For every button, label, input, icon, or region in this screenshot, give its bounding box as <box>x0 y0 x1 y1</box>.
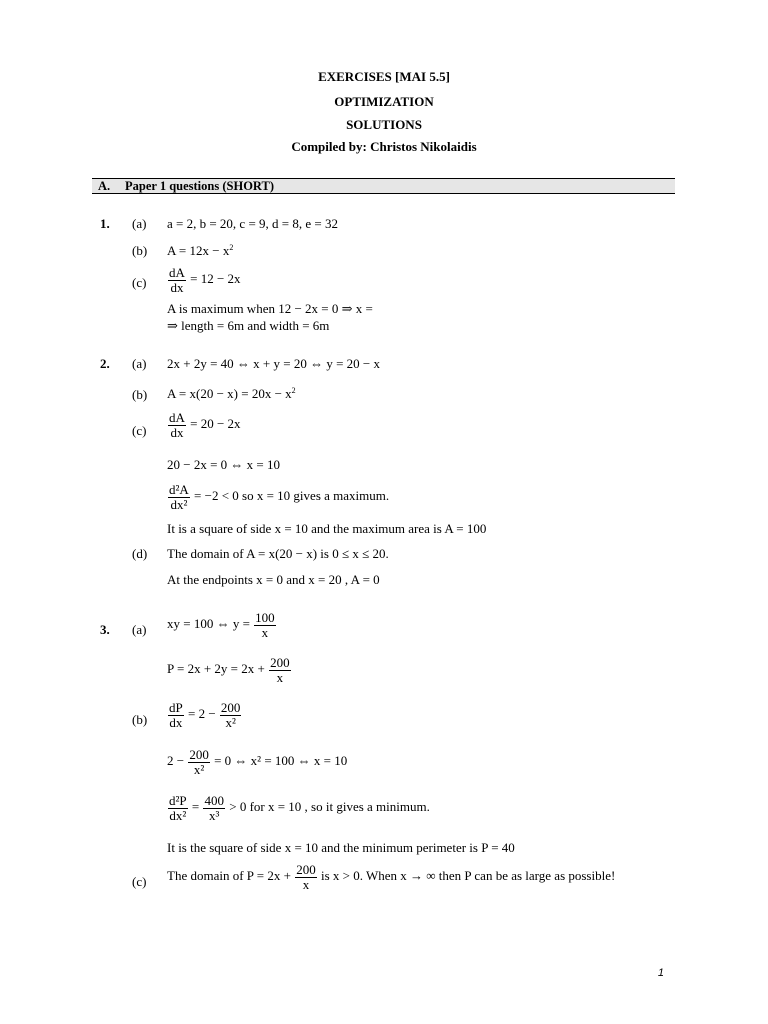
answer-text: The domain of P = 2x + <box>167 868 291 884</box>
answer-text: P = 2x + 2y = 2x + <box>167 661 265 677</box>
fraction-numerator: dA <box>169 265 185 280</box>
fraction-denominator: x <box>276 669 284 685</box>
fraction-numerator: dA <box>169 410 185 425</box>
answer-line <box>167 794 430 822</box>
fraction-denominator: dx <box>170 424 184 440</box>
question-number-3: 3. <box>100 622 110 637</box>
fraction-denominator: dx² <box>170 496 188 512</box>
derivative-fraction <box>168 701 184 729</box>
part-label: (b) <box>132 712 148 727</box>
answer-line <box>167 748 347 776</box>
exponent: 2 <box>229 243 234 252</box>
fraction-denominator: x <box>302 876 310 892</box>
answer-text: 2 − <box>167 753 185 769</box>
section-title: Paper 1 questions (SHORT) <box>125 179 274 193</box>
fraction-numerator: 400 <box>204 793 224 808</box>
answer-text: A = 12x − x <box>167 243 230 258</box>
document-author: Compiled by: Christos Nikolaidis <box>291 139 477 154</box>
fraction-numerator: 200 <box>270 655 290 670</box>
answer-line: 2x + 2y = 40 ⇔ x + y = 20 ⇔ y = 20 − x <box>167 356 380 371</box>
fraction-denominator: x² <box>225 714 236 730</box>
answer-line <box>167 243 233 259</box>
fraction-numerator: 100 <box>255 610 275 625</box>
derivative-fraction <box>168 266 186 294</box>
fraction-numerator: 200 <box>296 862 316 877</box>
part-label: (a) <box>132 216 147 231</box>
answer-text: xy = 100 ⇔ y = <box>167 616 250 632</box>
fraction-denominator: dx <box>170 279 184 295</box>
answer-line <box>167 483 389 511</box>
fraction-numerator: 200 <box>220 700 241 715</box>
second-derivative-fraction <box>168 794 188 822</box>
document-title: EXERCISES [MAI 5.5] <box>318 69 450 84</box>
answer-line: A is maximum when 12 − 2x = 0 ⇒ x = <box>167 301 373 316</box>
fraction <box>269 656 291 684</box>
fraction-denominator: dx² <box>169 807 187 823</box>
answer-line <box>167 386 296 402</box>
answer-line <box>167 701 242 729</box>
fraction-numerator: 200 <box>189 747 209 762</box>
part-label: (c) <box>132 874 147 889</box>
part-label: (d) <box>132 546 148 561</box>
question-number-2: 2. <box>100 356 110 371</box>
section-header <box>92 178 675 194</box>
fraction-numerator: d²P <box>169 793 187 808</box>
section-letter: A. <box>98 179 111 193</box>
answer-text: = 12 − 2x <box>190 271 241 287</box>
answer-text: = 20 − 2x <box>190 416 241 432</box>
answer-text: = −2 < 0 so x = 10 gives a maximum. <box>194 488 390 504</box>
page-number: 1 <box>657 967 664 979</box>
answer-line: a = 2, b = 20, c = 9, d = 8, e = 32 <box>167 216 338 231</box>
answer-line: ⇒ length = 6m and width = 6m <box>167 318 330 333</box>
answer-line <box>167 611 277 639</box>
fraction-denominator: dx <box>169 714 183 730</box>
part-label: (b) <box>132 387 148 402</box>
answer-text: > 0 for x = 10 , so it gives a minimum. <box>229 799 430 815</box>
part-label: (c) <box>132 275 147 290</box>
answer-line: The domain of A = x(20 − x) is 0 ≤ x ≤ 20. <box>167 546 389 561</box>
document-subtitle: OPTIMIZATION <box>334 94 434 109</box>
part-label: (a) <box>132 622 147 637</box>
fraction-numerator: dP <box>169 700 183 715</box>
document-kind: SOLUTIONS <box>346 117 422 132</box>
derivative-fraction <box>168 411 186 439</box>
answer-line <box>167 863 615 891</box>
answer-text: A = x(20 − x) = 20x − x <box>167 386 292 401</box>
answer-line <box>167 411 241 439</box>
answer-line: It is the square of side x = 10 and the minimum perimeter is P = 40 <box>167 840 515 855</box>
fraction-denominator: x² <box>193 761 205 777</box>
fraction <box>220 701 242 729</box>
fraction <box>203 794 225 822</box>
answer-line <box>167 266 241 294</box>
exponent: 2 <box>291 386 296 395</box>
answer-text: = 0 ⇔ x² = 100 ⇔ x = 10 <box>214 753 348 769</box>
answer-text: = 2 − <box>187 706 216 722</box>
second-derivative-fraction <box>168 483 190 511</box>
answer-line: It is a square of side x = 10 and the maximum area is A = 100 <box>167 521 487 536</box>
fraction-denominator: x <box>261 624 269 640</box>
answer-line: At the endpoints x = 0 and x = 20 , A = 0 <box>167 572 380 587</box>
fraction-numerator: d²A <box>169 482 189 497</box>
fraction <box>254 611 276 639</box>
fraction <box>188 748 210 776</box>
question-number-1: 1. <box>100 216 110 231</box>
part-label: (c) <box>132 423 147 438</box>
part-label: (b) <box>132 243 148 258</box>
part-label: (a) <box>132 356 147 371</box>
fraction <box>295 863 317 891</box>
answer-text: is x > 0. When x → ∞ then P can be as large as possible! <box>320 868 616 884</box>
answer-line <box>167 656 292 684</box>
answer-line: 20 − 2x = 0 ⇔ x = 10 <box>167 457 280 472</box>
fraction-denominator: x³ <box>209 807 220 823</box>
answer-text: = <box>191 799 200 815</box>
